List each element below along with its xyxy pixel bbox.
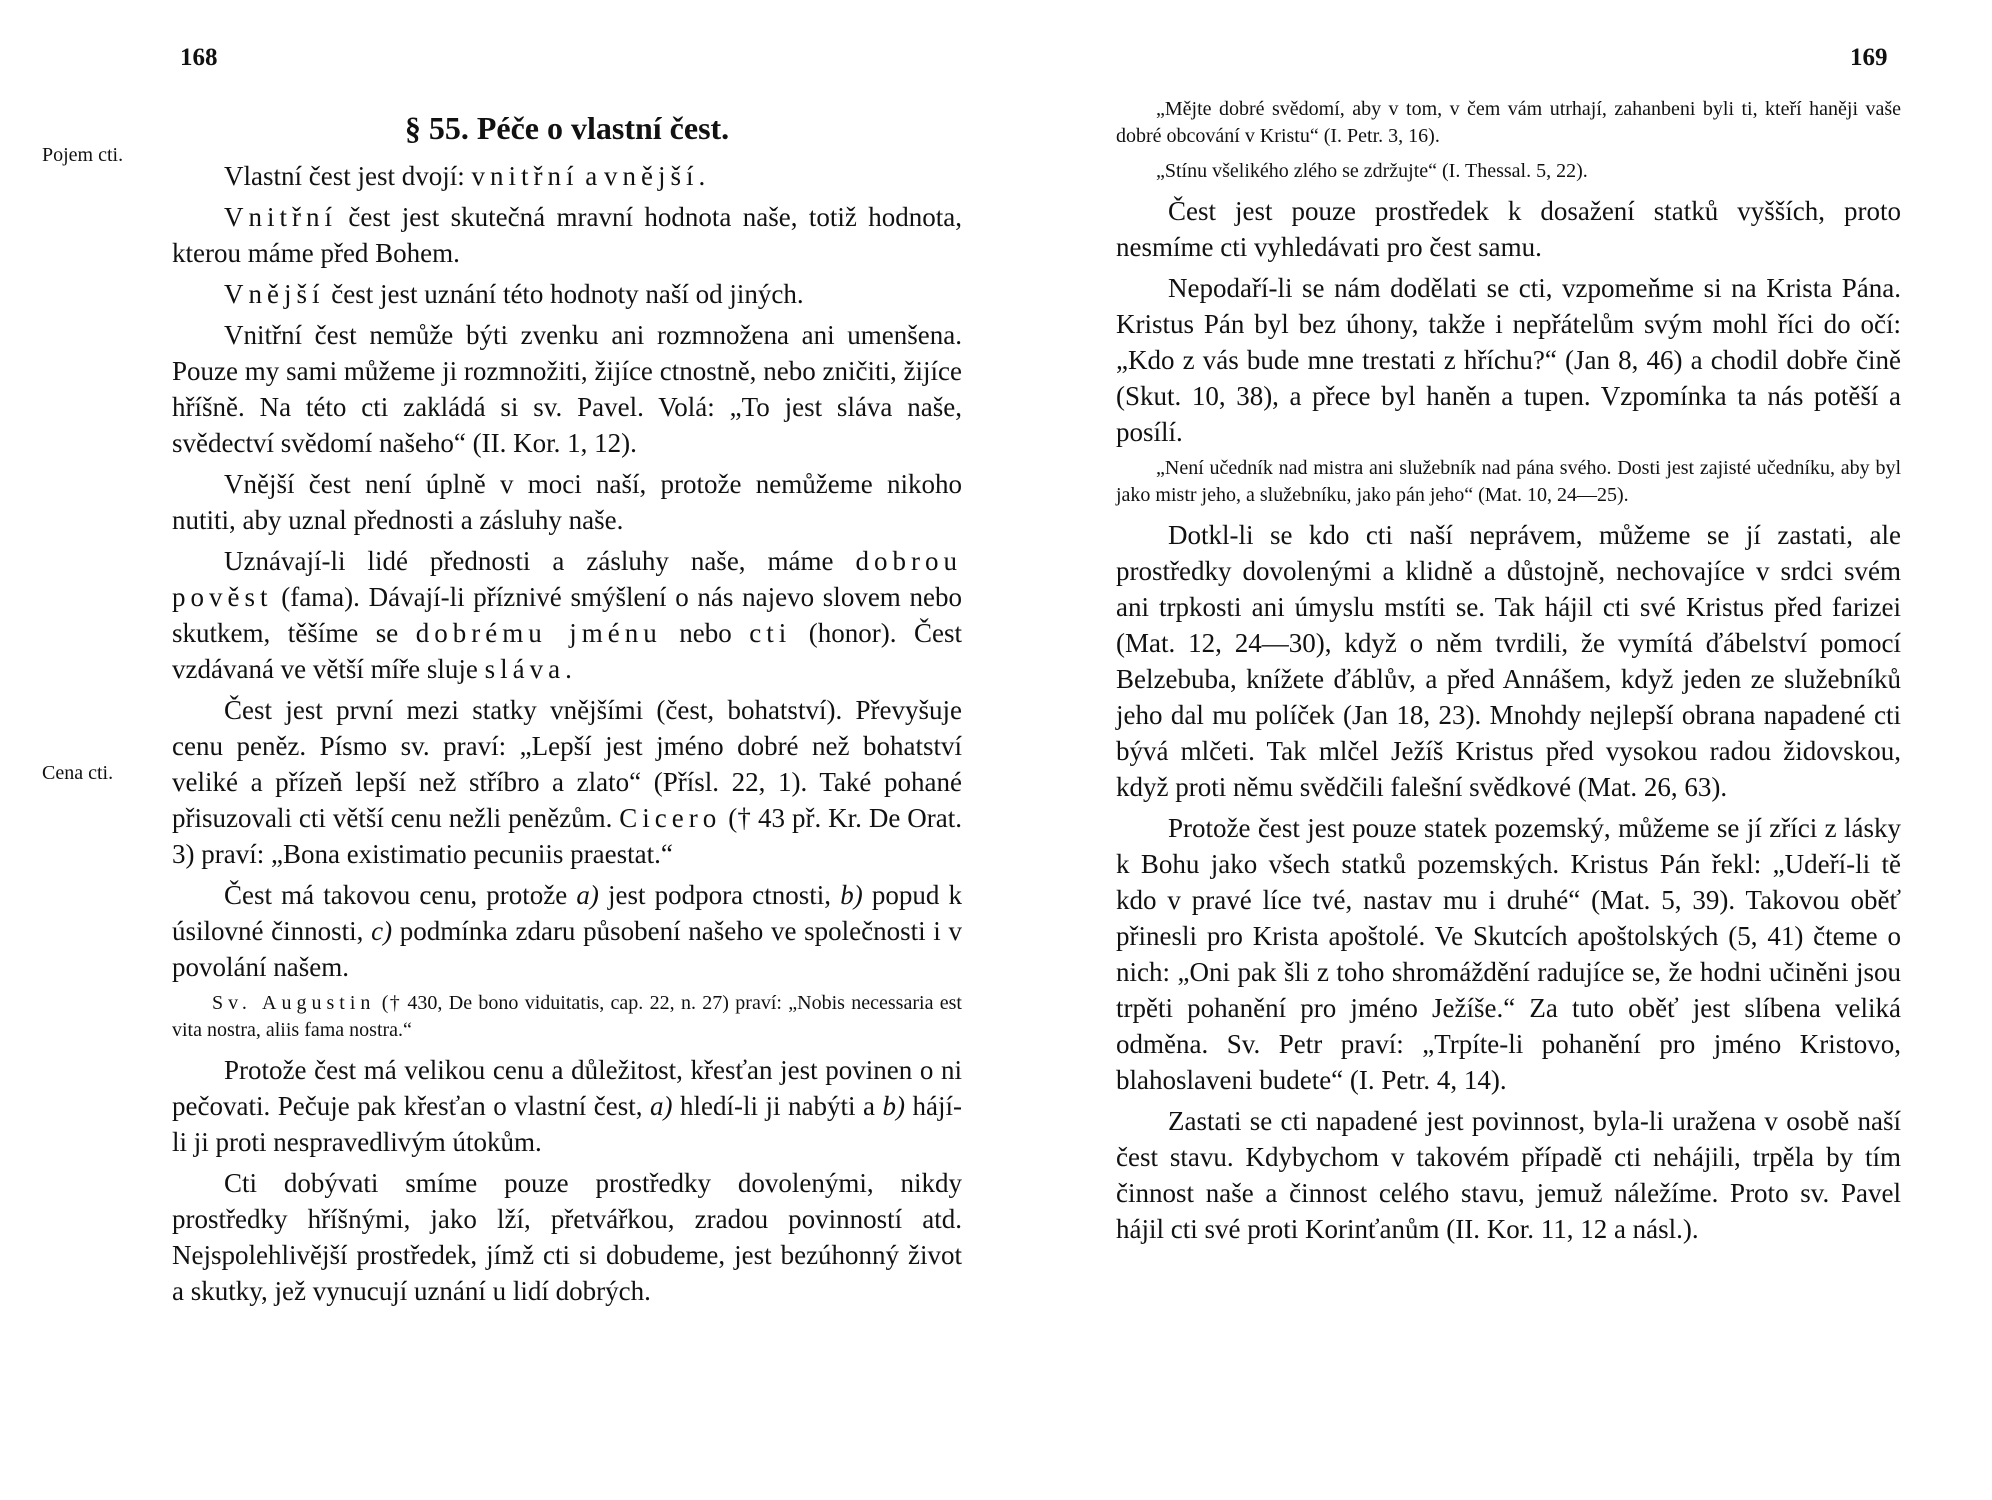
text: († 430, De bono viduitatis, cap. 22, n. 27) praví: „Nobis necessaria est vita nostra, aliis fama nostra.“ xyxy=(172,992,962,1041)
paragraph xyxy=(172,692,962,872)
enum-marker: a) xyxy=(649,1091,673,1121)
paragraph: Protože čest jest pouze statek pozemský, můžeme se jí zříci z lásky k Bohu jako všech statků pozemských. Kristus Pán řekl: „Udeří-li tě kdo v pravé líce tvé, nastav mu i druhé“ (Mat. 5, 39). Takovou oběť přinesli pro Krista apoštolé. Ve Skutcích apoštolských (5, 41) čteme o nich: „Oni pak šli z toho shromáždění radujíce se, že hodni učiněni jsou trpěti pohanění pro jméno Ježíše.“ Za tuto oběť jest slíbena veliká odměna. Sv. Petr praví: „Trpíte-li pohanění pro jméno Kristovo, blahoslaveni budete“ (I. Petr. 4, 14). xyxy=(1116,813,1901,1095)
quote-paragraph: „Mějte dobré svědomí, aby v tom, v čem vám utrhají, zahanbeni byli ti, kteří haněji vaše dobré obcování v Kristu“ (I. Petr. 3, 16). xyxy=(1116,98,1901,147)
paragraph xyxy=(172,158,962,194)
left-column xyxy=(172,108,962,1314)
text: Čest jest první mezi statky vnějšími (čest, bohatství). Převyšuje cenu peněz. Písmo sv. praví: „Lepší jest jméno dobré než bohatství veliké a přízeň lepší než stříbro a zlato“ (Přísl. 22, 1). Také pohané přisuzovali cti větší cenu nežli penězům. xyxy=(172,695,962,833)
spaced-term: Vnější xyxy=(224,279,325,309)
paragraph xyxy=(172,199,962,271)
paragraph: Cti dobývati smíme pouze prostředky dovolenými, nikdy prostředky hříšnými, jako lží, přetvářkou, zradou povinností atd. Nejspolehlivější prostředek, jímž cti si dobudeme, jest bezúhonný život a skutky, jež vynucují uznání u lidí dobrých. xyxy=(172,1168,962,1306)
paragraph: Vnější čest není úplně v moci naší, protože nemůžeme nikoho nutiti, aby uznal přednosti a zásluhy naše. xyxy=(172,469,962,535)
margin-note-concept: Pojem cti. xyxy=(42,144,124,166)
text: Uznávají-li lidé přednosti a zásluhy naše, máme xyxy=(224,546,856,576)
page-number: 168 xyxy=(180,44,218,71)
spaced-term: dobrému jménu xyxy=(415,618,662,648)
paragraph: Zastati se cti napadené jest povinnost, byla-li uražena v osobě naší čest stavu. Kdybychom v takovém případě cti nehájili, trpěla by tím činnost naše a činnost celého stavu, jemuž náležíme. Proto sv. Pavel hájil cti své proti Korinťanům (II. Kor. 11, 12 a násl.). xyxy=(1116,1106,1901,1244)
paragraph xyxy=(172,877,962,985)
text: čest jest uznání této hodnoty naší od jiných. xyxy=(324,279,804,309)
section-heading: § 55. Péče o vlastní čest. xyxy=(404,110,730,146)
text: . xyxy=(565,654,572,684)
spaced-term: sláva xyxy=(484,654,566,684)
text: Vlastní čest jest dvojí: xyxy=(224,161,472,191)
text: čest jest skutečná mravní hodnota naše, totiž hodnota, kterou máme před Bohem. xyxy=(172,202,962,268)
spaced-term: Vnitřní xyxy=(224,202,337,232)
enum-marker: c) xyxy=(371,916,393,946)
text: (fama). Dávají-li příznivé smýšlení o nás najevo slovem nebo skutkem, těšíme se xyxy=(172,582,962,648)
text: . xyxy=(698,161,706,191)
text: Čest má takovou cenu, protože xyxy=(224,880,577,910)
text: hledí-li ji nabýti a xyxy=(672,1091,883,1121)
quote-paragraph xyxy=(172,990,962,1044)
text: († 43 př. Kr. De Orat. 3) praví: „Bona existimatio pecuniis praestat.“ xyxy=(172,803,962,869)
paragraph xyxy=(172,1052,962,1160)
paragraph: Čest jest pouze prostředek k dosažení statků vyšších, proto nesmíme cti vyhledávati pro čest samu. xyxy=(1116,196,1901,262)
page-number: 169 xyxy=(1850,44,1888,71)
enum-marker: a) xyxy=(576,880,599,910)
paragraph: Nepodaří-li se nám dodělati se cti, vzpomeňme si na Krista Pána. Kristus Pán byl bez úhony, takže i nepřátelům svým mohl říci do očí: „Kdo z vás bude mne trestati z hříchu?“ (Jan 8, 46) a chodil dobře čině (Skut. 10, 38), a přece byl haněn a tupen. Vzpomínka ta nás potěší a posílí. xyxy=(1116,273,1901,447)
text: Protože čest má velikou cenu a důležitost, křesťan jest povinen o ni pečovati. Pečuje pak křesťan o vlastní čest, xyxy=(172,1055,962,1121)
paragraph xyxy=(172,543,962,687)
spaced-term: dobrou pověst xyxy=(172,546,962,612)
quote-paragraph: „Není učedník nad mistra ani služebník nad pána svého. Dosti jest zajisté učedníku, aby byl jako mistr jeho, a služebníku, jako pán jeho“ (Mat. 10, 24—25). xyxy=(1116,457,1901,506)
text: a xyxy=(578,161,604,191)
text: (honor). Čest vzdávaná ve větší míře sluje xyxy=(172,618,962,684)
enum-marker: b) xyxy=(882,1091,905,1121)
spaced-term: Sv. Augustin xyxy=(212,992,376,1014)
right-column xyxy=(1116,92,1901,1252)
text: hájí-li ji proti nespravedlivým útokům. xyxy=(172,1091,962,1157)
spaced-term: vnější xyxy=(603,161,699,191)
text: nebo xyxy=(661,618,750,648)
paragraph: Dotkl-li se kdo cti naší neprávem, můžeme se jí zastati, ale prostředky dovolenými a klidně a důstojně, nechovajíce v srdci svém ani trpkosti ani úmyslu mstíti se. Tak hájil cti své Kristus před farizei (Mat. 12, 24—30), když o něm tvrdili, že vymítá ďábelství pomocí Belzebuba, knížete ďáblův, a před Annášem, když jeden ze služebníků jeho dal mu políček (Jan 18, 23). Mnohdy nejlepší obrana napadené cti bývá mlčeti. Tak mlčel Ježíš Kristus před vysokou radou židovskou, když proti němu svědčili falešní svědkové (Mat. 26, 63). xyxy=(1116,520,1901,802)
spaced-term: cti xyxy=(749,618,792,648)
text: popud k úsilovné činnosti, xyxy=(172,880,962,946)
right-page xyxy=(996,0,1992,1500)
text: podmínka zdaru působení našeho ve společnosti i v povolání našem. xyxy=(172,916,962,982)
enum-marker: b) xyxy=(840,880,863,910)
spaced-term: Cicero xyxy=(619,803,722,833)
margin-note-value: Cena cti. xyxy=(42,762,114,784)
spaced-term: vnitřní xyxy=(471,161,579,191)
paragraph xyxy=(172,276,962,312)
paragraph: Vnitřní čest nemůže býti zvenku ani rozmnožena ani umenšena. Pouze my sami můžeme ji rozmnožiti, žijíce ctnostně, nebo zničiti, žijíce hříšně. Na této cti zakládá si sv. Pavel. Volá: „To jest sláva naše, svědectví svědomí našeho“ (II. Kor. 1, 12). xyxy=(172,320,962,458)
quote-paragraph: „Stínu všelikého zlého se zdržujte“ (I. Thessal. 5, 22). xyxy=(1156,160,1588,182)
text: jest podpora ctnosti, xyxy=(598,880,841,910)
